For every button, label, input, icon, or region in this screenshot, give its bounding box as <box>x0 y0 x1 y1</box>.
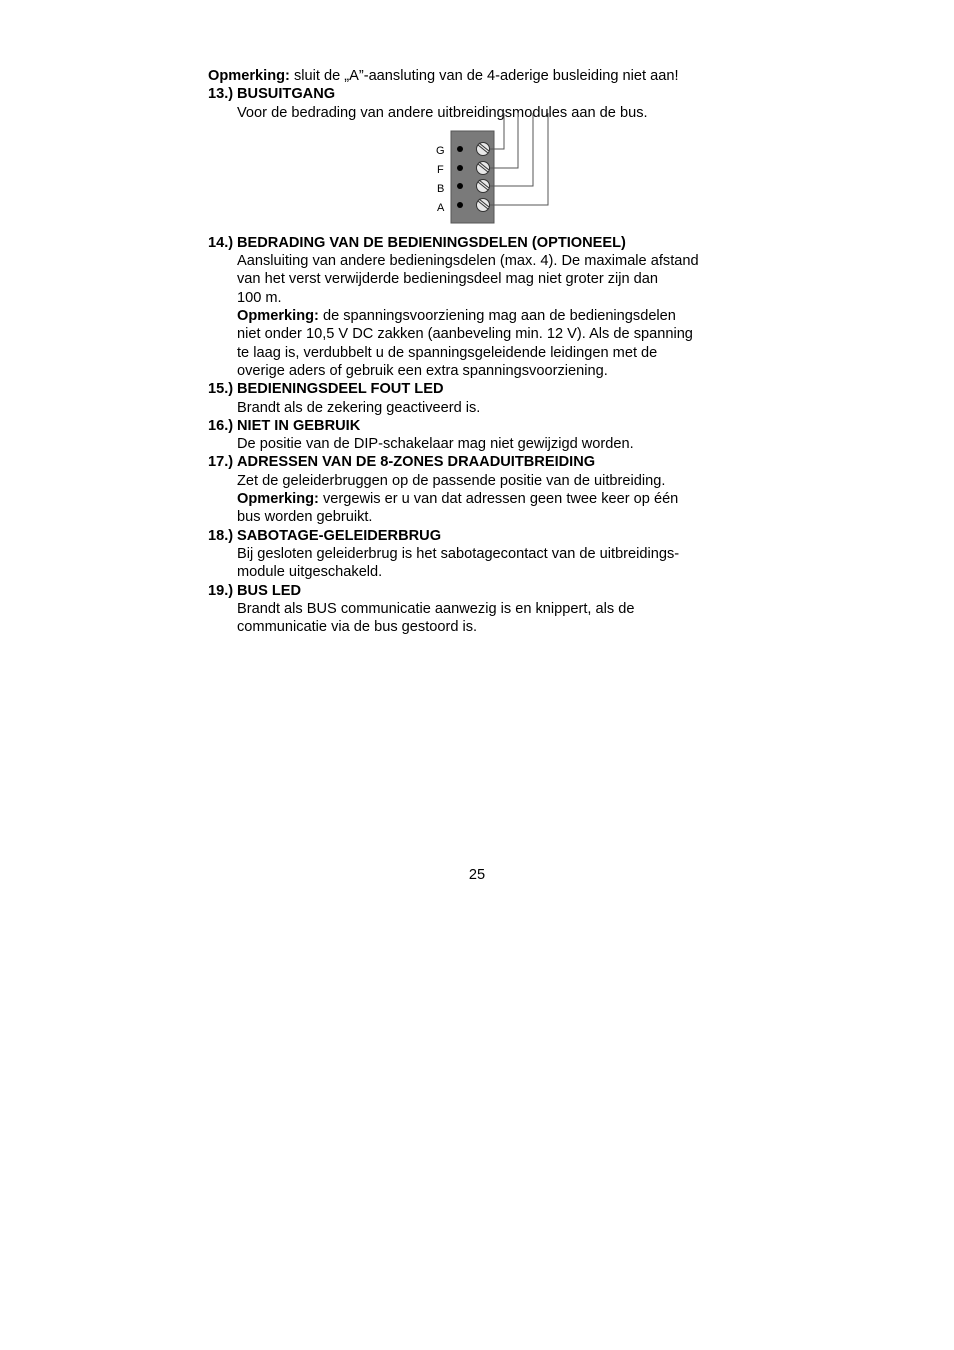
section-number: 16.) <box>208 417 234 434</box>
section-number: 15.) <box>208 381 234 398</box>
section-note <box>208 307 768 325</box>
section-text: De positie van de DIP-schakelaar mag niet gewijzigd worden. <box>237 436 634 453</box>
section-text: Brandt als de zekering geactiveerd is. <box>237 399 481 416</box>
section-19 <box>208 582 768 637</box>
section-number: 19.) <box>208 582 234 599</box>
note-label: Opmerking: <box>237 308 319 325</box>
section-title: BUS LED <box>237 582 302 599</box>
note-label: Opmerking: <box>237 491 319 508</box>
section-text: module uitgeschakeld. <box>237 564 383 581</box>
section-text: Bij gesloten geleiderbrug is het sabotagecontact van de uitbreidings- <box>237 545 680 562</box>
section-text: 100 m. <box>237 289 282 306</box>
note-text: sluit de „A”-aansluting van de 4-aderige busleiding niet aan! <box>289 68 679 84</box>
section-text: Voor de bedrading van andere uitbreidingsmodules aan de bus. <box>237 104 648 121</box>
section-text: bus worden gebruikt. <box>237 509 373 526</box>
note-text: vergewis er u van dat adressen geen twee keer op één <box>318 491 679 508</box>
section-15 <box>208 380 768 417</box>
section-18 <box>208 527 768 582</box>
page-body <box>208 67 768 636</box>
terminal-label-a: A <box>437 201 445 214</box>
section-title: BEDRADING VAN DE BEDIENINGSDELEN (OPTIONEEL) <box>237 234 626 251</box>
section-text: Aansluiting van andere bedieningsdelen (max. 4). De maximale afstand <box>237 253 699 270</box>
section-title: BUSUITGANG <box>237 86 336 103</box>
section-17 <box>208 453 768 526</box>
terminal-label-b: B <box>437 182 445 195</box>
note-label: Opmerking: <box>208 68 290 84</box>
section-text: van het verst verwijderde bedieningsdeel mag niet groter zijn dan <box>237 271 659 288</box>
section-number: 17.) <box>208 454 234 471</box>
page-number: 25 <box>468 867 486 883</box>
bus-wires <box>490 113 548 205</box>
note-top <box>208 67 768 85</box>
terminal-label-f: F <box>437 163 444 176</box>
section-text: te laag is, verdubbelt u de spanningsgeleidende leidingen met de <box>237 344 658 361</box>
section-text: overige aders of gebruik een extra spanningsvoorziening. <box>237 362 608 379</box>
section-title: NIET IN GEBRUIK <box>237 417 361 434</box>
section-number: 18.) <box>208 527 234 544</box>
section-16 <box>208 417 768 454</box>
section-number: 13.) <box>208 86 234 103</box>
section-title: BEDIENINGSDEEL FOUT LED <box>237 381 444 398</box>
note-text: de spanningsvoorziening mag aan de bedieningsdelen <box>318 308 676 325</box>
terminal-label-g: G <box>436 144 445 157</box>
section-number: 14.) <box>208 234 234 251</box>
section-text: niet onder 10,5 V DC zakken (aanbeveling min. 12 V). Als de spanning <box>237 326 693 343</box>
section-text: Brandt als BUS communicatie aanwezig is en knippert, als de <box>237 600 635 617</box>
section-text: communicatie via de bus gestoord is. <box>237 619 478 636</box>
terminal-block-diagram <box>208 122 768 234</box>
section-title: SABOTAGE-GELEIDERBRUG <box>237 527 442 544</box>
section-note <box>208 490 768 508</box>
section-14 <box>208 234 768 380</box>
section-text: Zet de geleiderbruggen op de passende positie van de uitbreiding. <box>237 472 666 489</box>
section-title: ADRESSEN VAN DE 8-ZONES DRAADUITBREIDING <box>237 454 596 471</box>
